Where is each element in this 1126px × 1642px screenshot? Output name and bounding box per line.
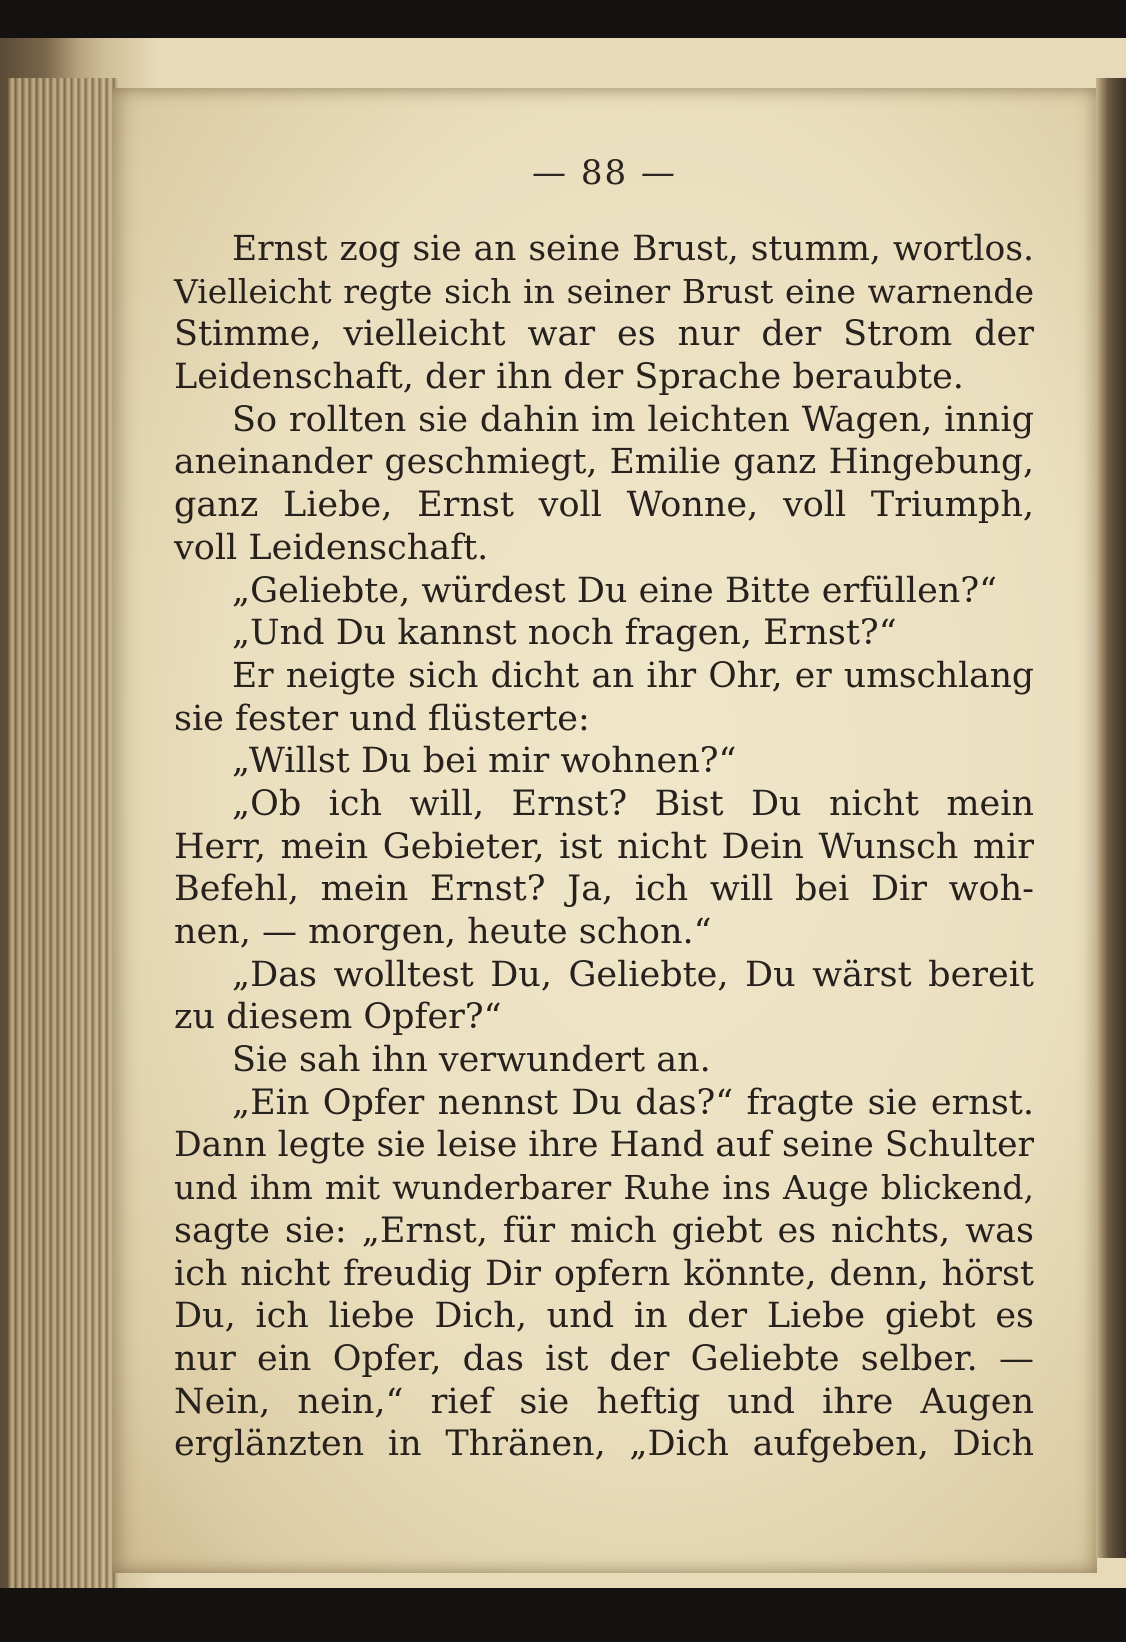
text-line: und ihm mit wunderbarer Ruhe ins Auge blickend, [174, 1168, 1034, 1208]
text-line: Vielleicht regte sich in seiner Brust eine warnende [174, 271, 1034, 311]
text-line: So rollten sie dahin im leichten Wagen, innig [232, 399, 1034, 440]
text-line: ganz Liebe, Ernst voll Wonne, voll Triumph, [174, 485, 1034, 526]
text-line: Nein, nein,“ rief sie heftig und ihre Augen [174, 1381, 1034, 1422]
page-edges [8, 78, 118, 1588]
text-line: Ernst zog sie an seine Brust, stumm, wortlos. [232, 229, 1034, 269]
book [0, 38, 1126, 1588]
text-line: erglänzten in Thränen, „Dich aufgeben, Dich [174, 1424, 1034, 1465]
page-number: — 88 — [532, 153, 677, 193]
text-line: sie fester und flüsterte: [174, 698, 590, 739]
text-line: Stimme, vielleicht war es nur der Strom der [174, 314, 1034, 355]
text-line: Dann legte sie leise ihre Hand auf seine Schulter [174, 1125, 1034, 1166]
book-page [112, 88, 1097, 1573]
text-line: „Das wolltest Du, Geliebte, Du wärst bereit [232, 954, 1034, 995]
text-line: Leidenschaft, der ihn der Sprache beraubte. [174, 357, 964, 398]
text-line: zu diesem Opfer?“ [174, 997, 502, 1038]
text-line: „Willst Du bei mir wohnen?“ [232, 741, 737, 782]
text-line: ich nicht freudig Dir opfern könnte, denn, hörst [174, 1253, 1034, 1294]
text-line: Du, ich liebe Dich, und in der Liebe giebt es [174, 1296, 1034, 1337]
text-line: nen, — morgen, heute schon.“ [174, 912, 712, 952]
text-line: „Ob ich will, Ernst? Bist Du nicht mein [232, 783, 1034, 824]
text-line: Sie sah ihn verwundert an. [232, 1040, 711, 1081]
text-line: „Und Du kannst noch fragen, Ernst?“ [232, 613, 897, 654]
text-line: Er neigte sich dicht an ihr Ohr, er umschlang [232, 655, 1034, 696]
text-line: „Geliebte, würdest Du eine Bitte erfüllen?“ [232, 570, 997, 611]
page-text [174, 228, 1034, 1466]
text-line: sagte sie: „Ernst, für mich giebt es nichts, was [174, 1210, 1034, 1251]
text-line: nur ein Opfer, das ist der Geliebte selber. — [174, 1338, 1034, 1379]
text-line: Herr, mein Gebieter, ist nicht Dein Wunsch mir [174, 826, 1034, 867]
text-line: „Ein Opfer nennst Du das?“ fragte sie ernst. [232, 1082, 1034, 1123]
text-line: voll Leidenschaft. [174, 527, 489, 568]
text-line: Befehl, mein Ernst? Ja, ich will bei Dir woh- [174, 869, 1034, 910]
text-line: aneinander geschmiegt, Emilie ganz Hingebung, [174, 442, 1034, 483]
